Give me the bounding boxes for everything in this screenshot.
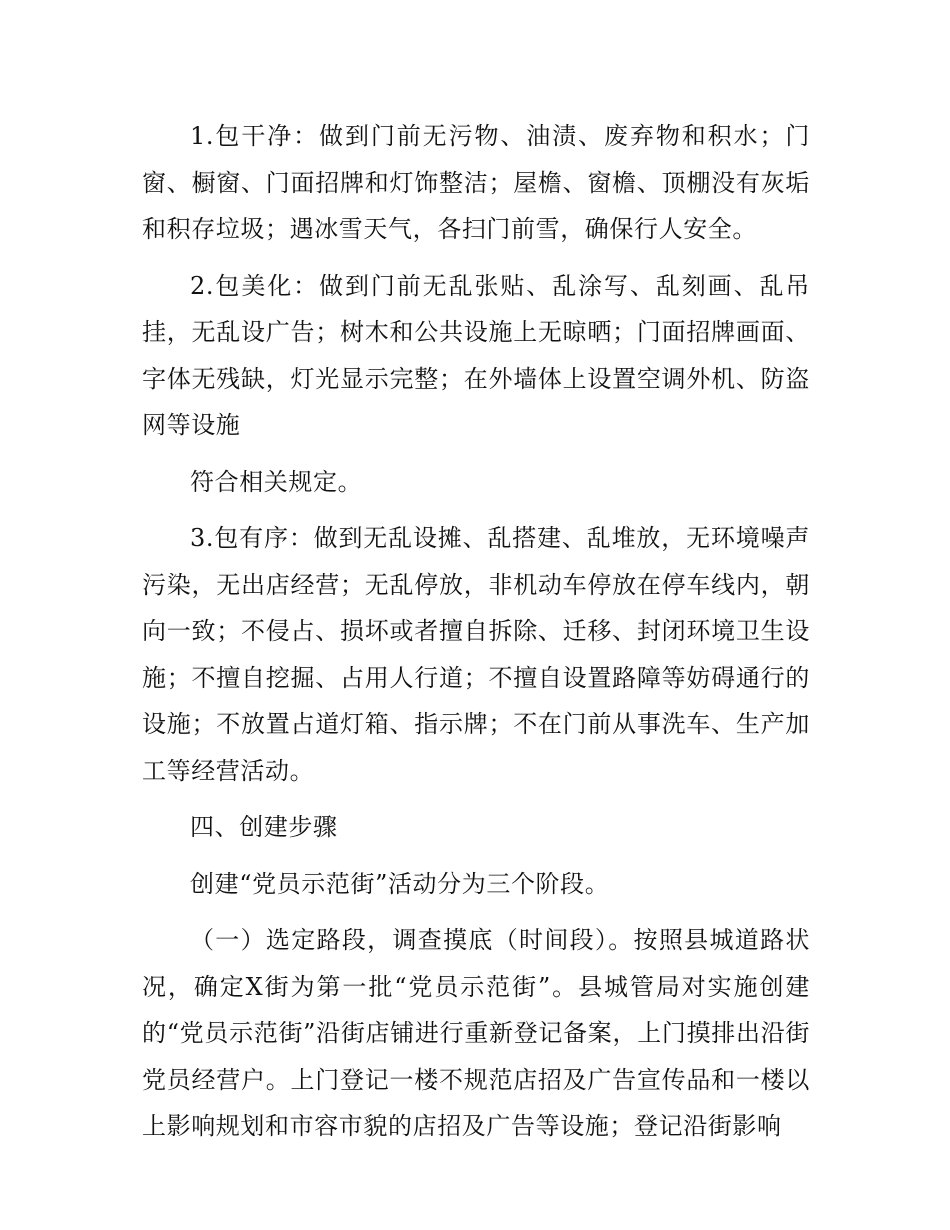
paragraph-order: 3.包有序：做到无乱设摊、乱搭建、乱堆放，无环境噪声污染，无出店经营；无乱停放，非机动车停放在停车线内，朝向一致；不侵占、损坏或者擅自拆除、迁移、封闭环境卫生设施；不擅自挖掘、占用人行道；不擅自设置路障等妨碍通行的设施；不放置占道灯箱、指示牌；不在门前从事洗车、生产加工等经营活动。 [142,524,810,785]
paragraph-stage-one: （一）选定路段，调查摸底（时间段）。按照县城道路状况，确定X街为第一批“党员示范街”。县城管局对实施创建的“党员示范街”沿街店铺进行重新登记备案，上门摸排出沿街党员经营户。上门登记一楼不规范店招及广告宣传品和一楼以上影响规划和市容市貌的店招及广告等设施；登记沿街影响 [142,926,810,1140]
paragraph-compliance: 符合相关规定。 [190,467,363,496]
document-page [142,113,810,1150]
paragraph-beautify: 2.包美化：做到门前无乱张贴、乱涂写、乱刻画、乱吊挂，无乱设广告；树木和公共设施上无晾晒；门面招牌画面、字体无残缺，灯光显示完整；在外墙体上设置空调外机、防盗网等设施 [142,271,810,439]
paragraph-stages: 创建“党员示范街”活动分为三个阶段。 [190,869,610,898]
section-heading-steps: 四、创建步骤 [190,813,338,841]
paragraph-clean: 1.包干净：做到门前无污物、油渍、废弃物和积水；门窗、橱窗、门面招牌和灯饰整洁；屋檐、窗檐、顶棚没有灰垢和积存垃圾；遇冰雪天气，各扫门前雪，确保行人安全。 [142,122,810,243]
